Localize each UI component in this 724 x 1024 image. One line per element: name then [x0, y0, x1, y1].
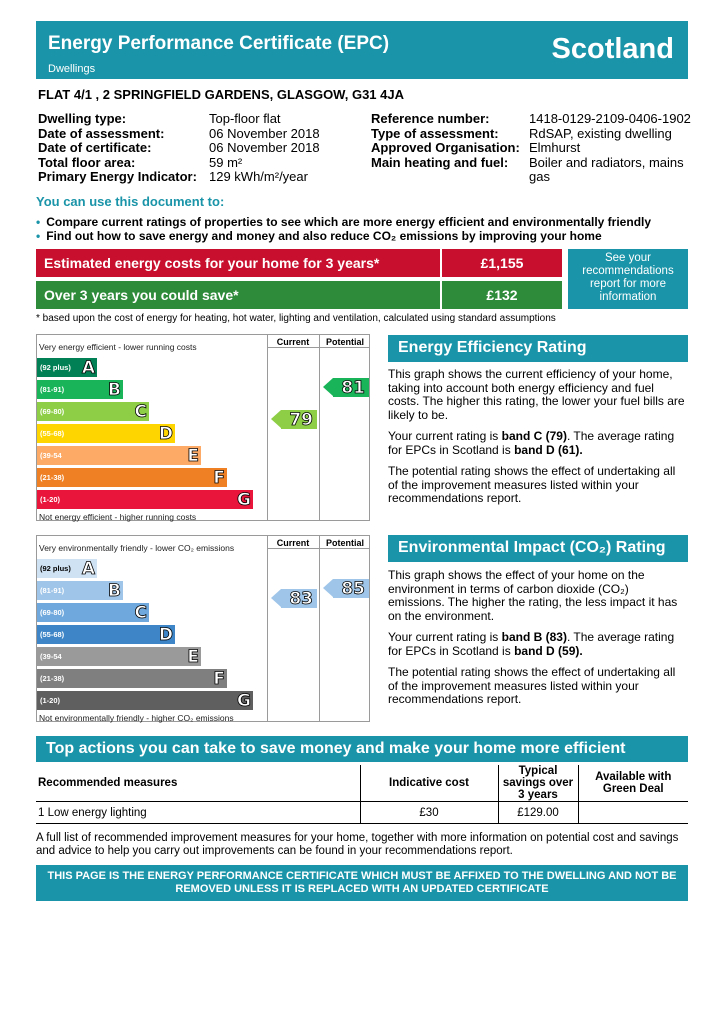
band-letter: F	[213, 669, 225, 689]
ee-para-2a: Your current rating is	[388, 429, 502, 443]
rating-value: 83	[289, 589, 313, 609]
arrow-tip	[271, 410, 281, 428]
band-range: (39-54	[40, 652, 62, 661]
detail-value: RdSAP, existing dwelling	[529, 125, 672, 141]
detail-label: Primary Energy Indicator:	[38, 169, 197, 184]
table-row	[36, 802, 688, 824]
detail-row	[371, 141, 691, 156]
detail-value: 129 kWh/m²/year	[209, 169, 308, 184]
ei-para-3: The potential rating shows the effect of undertaking all of the improvement measures listed within your recommendations report.	[388, 665, 676, 706]
see-recommendations-link[interactable]: See your recommendations report for more information	[568, 249, 688, 309]
potential-rating-arrow	[323, 378, 369, 397]
rating-band-e	[37, 446, 201, 465]
bullet-icon: •	[36, 215, 41, 229]
detail-value: gas	[529, 169, 550, 184]
band-range: (81-91)	[40, 385, 65, 394]
chart-bottom-label: Not environmentally friendly - higher CO₂ emissions	[39, 713, 234, 723]
chart-top-label: Very environmentally friendly - lower CO₂ emissions	[39, 543, 235, 553]
detail-label: Total floor area:	[38, 154, 136, 170]
bullet-text: Compare current ratings of properties to see which are more energy efficient and environmentally friendly	[46, 215, 652, 229]
chart-divider	[319, 335, 320, 520]
recommendations-table	[36, 765, 688, 824]
detail-row	[371, 112, 691, 127]
table-cell: 1 Low energy lighting	[36, 802, 360, 824]
estimated-cost-row	[36, 249, 566, 277]
band-range: (92 plus)	[40, 564, 71, 573]
band-range: (69-80)	[40, 608, 65, 617]
chart-divider	[267, 347, 369, 348]
cost-box	[36, 249, 566, 309]
rating-band-f	[37, 669, 227, 688]
arrow-tip	[323, 378, 333, 396]
details-right	[371, 112, 691, 185]
table-cell: £129.00	[498, 802, 578, 824]
page-title: Energy Performance Certificate (EPC)	[48, 33, 390, 54]
potential-header: Potential	[325, 337, 364, 347]
chart-bottom-label: Not energy efficient - higher running costs	[39, 512, 197, 522]
band-letter: G	[237, 490, 251, 510]
rating-band-g	[37, 691, 253, 710]
ee-rating-heading: Energy Efficiency Rating	[388, 335, 688, 362]
band-range: (39-54	[40, 451, 62, 460]
band-letter: F	[213, 468, 225, 488]
detail-value: 06 November 2018	[209, 140, 320, 155]
band-range: (69-80)	[40, 407, 65, 416]
table-cell	[578, 802, 688, 824]
band-letter: A	[81, 559, 95, 579]
detail-value: Top-floor flat	[209, 111, 281, 126]
rating-band-d	[37, 424, 175, 443]
detail-row	[38, 112, 368, 127]
current-header: Current	[276, 337, 310, 347]
band-range: (81-91)	[40, 586, 65, 595]
band-letter: G	[237, 691, 251, 711]
col-header: Available with Green Deal	[578, 765, 688, 802]
use-doc-bullet	[36, 215, 696, 229]
certificate-banner: THIS PAGE IS THE ENERGY PERFORMANCE CERTIFICATE WHICH MUST BE AFFIXED TO THE DWELLING AND NOT BE REMOVED UNLESS IT IS REPLACED WITH AN UPDATED CERTIFICATE	[36, 865, 688, 901]
use-doc-bullet	[36, 229, 696, 243]
detail-value: Boiler and radiators, mains	[529, 154, 684, 170]
potential-rating-arrow	[323, 579, 369, 598]
detail-label: Approved Organisation:	[371, 140, 520, 155]
use-doc-bullets	[36, 215, 696, 243]
band-letter: B	[108, 581, 121, 601]
arrow-tip	[271, 589, 281, 607]
detail-row	[38, 156, 368, 171]
band-range: (1-20)	[40, 495, 61, 504]
ei-average-band: band D (59).	[514, 643, 583, 658]
detail-row	[38, 127, 368, 142]
bullet-text: Find out how to save energy and money and also reduce CO₂ emissions by improving your home	[46, 229, 602, 243]
environmental-impact-chart	[36, 535, 370, 722]
col-header: Recommended measures	[36, 765, 360, 802]
chart-divider	[267, 335, 268, 520]
band-letter: C	[134, 603, 147, 623]
rating-band-b	[37, 380, 123, 399]
band-range: (21-38)	[40, 674, 65, 683]
arrow-tip	[323, 579, 333, 597]
band-letter: A	[81, 358, 95, 378]
detail-value: 59 m²	[209, 154, 243, 170]
rating-band-a	[37, 559, 97, 578]
rating-band-c	[37, 603, 149, 622]
band-letter: D	[158, 424, 173, 444]
band-range: (55-68)	[40, 429, 65, 438]
ei-para-2	[388, 631, 688, 658]
chart-top-label: Very energy efficient - lower running costs	[39, 342, 197, 352]
ei-para-2c: . The average rating for EPCs in Scotland is	[388, 630, 675, 658]
ee-current-band: band C (79)	[501, 429, 567, 443]
use-doc-heading: You can use this document to:	[36, 194, 225, 209]
detail-label: Date of assessment:	[38, 125, 165, 141]
col-header: Typical savings over 3 years	[498, 765, 578, 802]
bullet-icon: •	[36, 229, 41, 243]
rating-band-d	[37, 625, 175, 644]
region-label: Scotland	[551, 33, 674, 65]
rating-value: 81	[341, 378, 365, 398]
ei-rating-text	[388, 569, 688, 707]
details-left	[38, 112, 368, 185]
detail-row	[371, 156, 691, 171]
ee-para-1: This graph shows the current efficiency of your home, taking into account both energy efficiency and fuel costs. The higher this rating, the lower your fuel bills are likely to be.	[388, 367, 685, 422]
band-range: (21-38)	[40, 473, 65, 482]
detail-row	[371, 170, 691, 185]
table-cell: £30	[360, 802, 498, 824]
chart-divider	[267, 548, 369, 549]
band-range: (55-68)	[40, 630, 65, 639]
band-range: (92 plus)	[40, 363, 71, 372]
ee-para-2	[388, 430, 688, 457]
ee-para-2c: . The average rating for EPCs in Scotland is	[388, 429, 675, 457]
detail-label: Date of certificate:	[38, 140, 152, 155]
ei-current-band: band B (83)	[501, 630, 567, 644]
detail-label: Reference number:	[371, 111, 490, 126]
current-rating-arrow	[271, 410, 317, 429]
detail-row	[38, 170, 368, 185]
savings-label: Over 3 years you could save*	[36, 281, 440, 309]
rating-value: 79	[289, 410, 313, 430]
rating-band-e	[37, 647, 201, 666]
estimated-cost-label: Estimated energy costs for your home for 3 years*	[36, 249, 440, 277]
potential-header: Potential	[325, 538, 364, 548]
band-letter: D	[158, 625, 173, 645]
band-letter: B	[108, 380, 121, 400]
rating-band-f	[37, 468, 227, 487]
rating-value: 85	[341, 579, 365, 599]
rating-band-g	[37, 490, 253, 509]
detail-row	[371, 127, 691, 142]
detail-label: Type of assessment:	[371, 125, 499, 141]
detail-label: Main heating and fuel:	[371, 154, 509, 170]
detail-value: 06 November 2018	[209, 125, 320, 141]
rating-band-a	[37, 358, 97, 377]
table-header-row	[36, 765, 688, 802]
rating-band-b	[37, 581, 123, 600]
ee-rating-text	[388, 368, 688, 506]
property-address: FLAT 4/1 , 2 SPRINGFIELD GARDENS, GLASGOW, G31 4JA	[38, 87, 404, 102]
savings-value: £132	[442, 281, 562, 309]
chart-divider	[267, 536, 268, 721]
rating-band-c	[37, 402, 149, 421]
current-rating-arrow	[271, 589, 317, 608]
epc-header	[36, 21, 688, 79]
ee-average-band: band D (61).	[514, 442, 583, 457]
col-header: Indicative cost	[360, 765, 498, 802]
chart-divider	[319, 536, 320, 721]
full-list-note: A full list of recommended improvement measures for your home, together with more information on potential cost and savings and advice to help you carry out improvements can be found in your recommendations report.	[36, 832, 679, 857]
cost-footnote: * based upon the cost of energy for heating, hot water, lighting and ventilation, calculated using standard assumptions	[36, 313, 556, 324]
energy-efficiency-chart	[36, 334, 370, 521]
estimated-cost-value: £1,155	[442, 249, 562, 277]
current-header: Current	[276, 538, 310, 548]
detail-label: Dwelling type:	[38, 111, 127, 126]
ei-para-1: This graph shows the effect of your home on the environment in terms of carbon dioxide (CO₂) emissions. The higher the rating, the less impact it has on the environment.	[388, 568, 678, 623]
detail-row	[38, 141, 368, 156]
detail-value: Elmhurst	[529, 140, 581, 155]
savings-row	[36, 281, 566, 309]
ei-rating-heading: Environmental Impact (CO₂) Rating	[388, 535, 688, 562]
page-subtitle: Dwellings	[48, 63, 96, 75]
ei-para-2a: Your current rating is	[388, 630, 502, 644]
band-letter: C	[134, 402, 147, 422]
ee-para-3: The potential rating shows the effect of undertaking all of the improvement measures listed within your recommendations report.	[388, 464, 676, 505]
detail-value: 1418-0129-2109-0406-1902	[529, 111, 691, 126]
band-range: (1-20)	[40, 696, 61, 705]
top-actions-heading: Top actions you can take to save money and make your home more efficient	[36, 736, 688, 762]
band-letter: E	[187, 446, 199, 466]
band-letter: E	[187, 647, 199, 667]
